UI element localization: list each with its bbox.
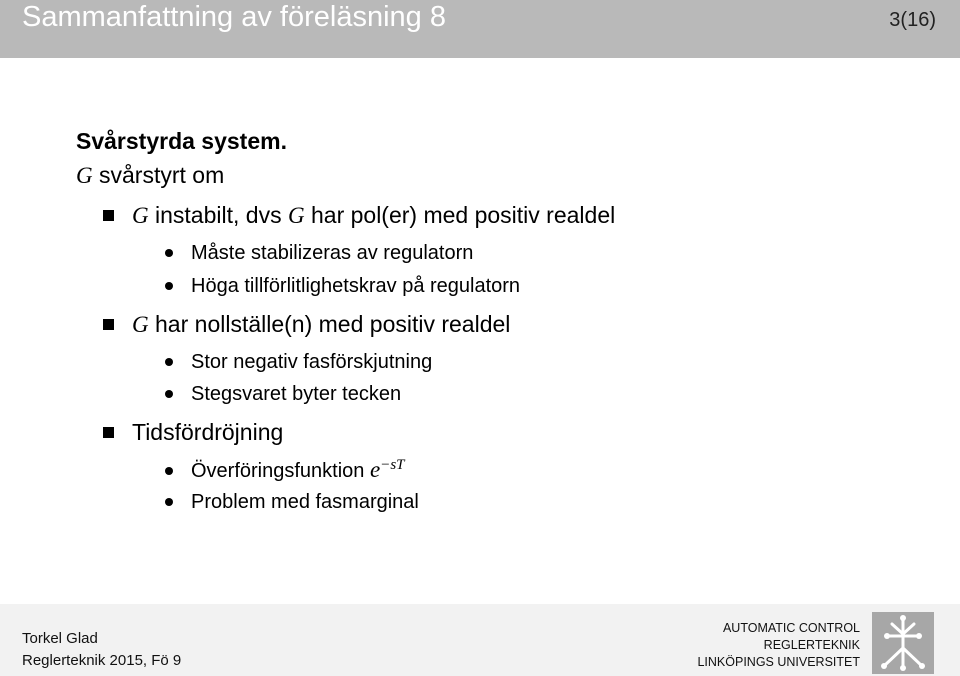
bullet-dot <box>165 358 173 366</box>
intro-text: svårstyrt om <box>92 162 225 188</box>
list-item <box>132 200 615 231</box>
sub-list-item: Höga tillförlitlighetskrav på regulatorn <box>191 275 521 297</box>
sub-list-item: Stegsvaret byter tecken <box>191 383 402 405</box>
bullet-square <box>103 210 114 221</box>
sub-list-item: Måste stabilizeras av regulatorn <box>191 242 474 264</box>
page-number: 3(16) <box>889 9 936 31</box>
slide-title: Sammanfattning av föreläsning 8 <box>22 1 446 33</box>
footer-org-line2: REGLERTEKNIK <box>763 638 860 652</box>
section-heading: Svårstyrda system. <box>76 128 287 154</box>
item2-text: har nollställe(n) med positiv realdel <box>148 311 511 337</box>
item2-symbol: G <box>132 312 149 337</box>
footer-org-line3: LINKÖPINGS UNIVERSITET <box>697 655 860 669</box>
bullet-square <box>103 319 114 330</box>
item1-text-a: instabilt, dvs <box>148 202 288 228</box>
sub-list-item <box>191 455 405 488</box>
list-item <box>132 309 510 340</box>
bullet-dot <box>165 498 173 506</box>
bullet-square <box>103 427 114 438</box>
item1-text-b: har pol(er) med positiv realdel <box>304 202 616 228</box>
transfer-function-label: Överföringsfunktion <box>191 460 370 482</box>
intro-line <box>76 160 224 191</box>
sub-list-item: Stor negativ fasförskjutning <box>191 351 433 373</box>
item1-symbol2: G <box>287 203 305 228</box>
transfer-function-base: e <box>369 457 381 482</box>
intro-symbol: G <box>76 163 93 188</box>
liu-logo-icon <box>872 612 934 674</box>
bullet-dot <box>165 390 173 398</box>
footer-author: Torkel Glad <box>22 630 98 647</box>
bullet-dot <box>165 249 173 257</box>
slide-footer <box>0 604 960 676</box>
footer-org-line1: AUTOMATIC CONTROL <box>722 621 860 635</box>
list-item: Tidsfördröjning <box>132 419 284 445</box>
bullet-dot <box>165 467 173 475</box>
footer-course: Reglerteknik 2015, Fö 9 <box>22 652 182 669</box>
sub-list-item: Problem med fasmarginal <box>191 491 419 513</box>
item1-symbol: G <box>132 203 149 228</box>
bullet-dot <box>165 282 173 290</box>
transfer-function-exponent: −sT <box>380 457 405 473</box>
